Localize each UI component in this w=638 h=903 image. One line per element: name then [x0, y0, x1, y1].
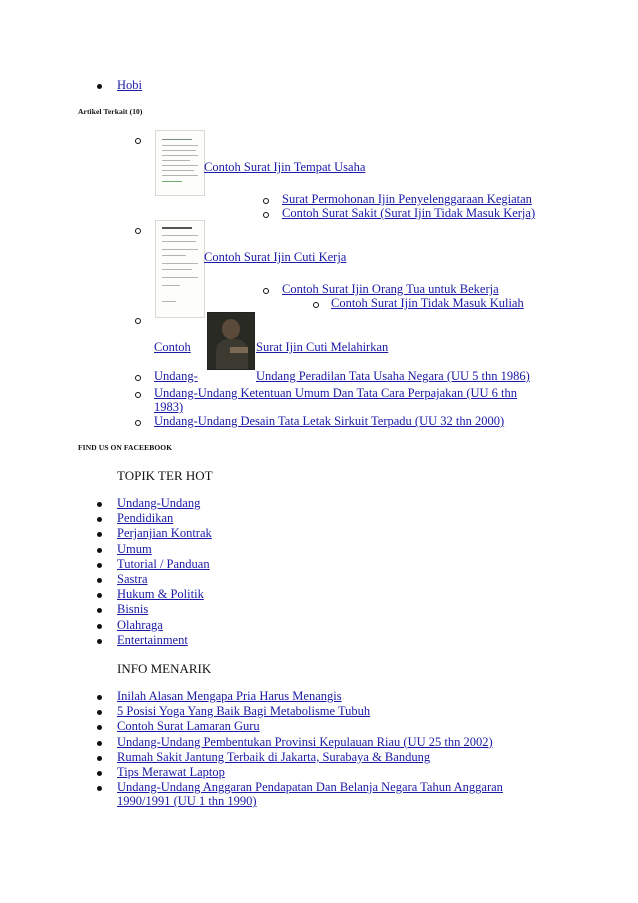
circle-bullet [135, 138, 141, 144]
bullet [97, 532, 102, 537]
bullet [97, 756, 102, 761]
related-sublink-surat-sakit[interactable]: Contoh Surat Sakit (Surat Ijin Tidak Masuk Kerja) [282, 206, 536, 220]
topik-link[interactable]: Perjanjian Kontrak [117, 526, 212, 541]
bullet [97, 695, 102, 700]
info-link[interactable]: Rumah Sakit Jantung Terbaik di Jakarta, Surabaya & Bandung [117, 749, 431, 764]
topik-link[interactable]: Olahraga [117, 617, 163, 632]
circle-bullet [135, 375, 141, 381]
bullet [97, 624, 102, 629]
related-link-cuti-melahirkan[interactable]: Surat Ijin Cuti Melahirkan [256, 340, 389, 354]
bullet [97, 786, 102, 791]
person-photo-thumbnail [207, 312, 255, 370]
info-link[interactable]: 5 Posisi Yoga Yang Baik Bagi Metabolisme Tubuh [117, 704, 371, 719]
related-link-undang-left[interactable]: Undang- [154, 369, 198, 383]
bullet [97, 563, 102, 568]
bullet [97, 548, 102, 553]
topik-link[interactable]: Pendidikan [117, 511, 174, 526]
circle-bullet [135, 420, 141, 426]
circle-bullet [313, 302, 319, 308]
bullet [97, 578, 102, 583]
bullet [97, 741, 102, 746]
related-link-ijin-cuti-kerja[interactable]: Contoh Surat Ijin Cuti Kerja [204, 250, 347, 264]
info-link-apbn[interactable]: Undang-Undang Anggaran Pendapatan Dan Belanja Negara Tahun Anggaran [117, 780, 503, 794]
related-articles-heading: Artikel Terkait (10) [78, 107, 143, 116]
info-link[interactable]: Inilah Alasan Mengapa Pria Harus Menangis [117, 689, 342, 703]
circle-bullet [135, 318, 141, 324]
bullet [97, 517, 102, 522]
bullet [97, 725, 102, 730]
topik-link[interactable]: Tutorial / Panduan [117, 556, 210, 571]
related-link-ketentuan-umum-pajak-cont[interactable]: 1983) [154, 400, 184, 414]
topik-link[interactable]: Umum [117, 541, 152, 556]
info-link-apbn-cont[interactable]: 1990/1991 (UU 1 thn 1990) [117, 794, 257, 808]
bullet [97, 608, 102, 613]
circle-bullet [263, 288, 269, 294]
bullet [97, 639, 102, 644]
document-thumbnail [155, 220, 205, 318]
bullet [97, 84, 102, 89]
related-link-ketentuan-umum-pajak[interactable]: Undang-Undang Ketentuan Umum Dan Tata Cara Perpajakan (UU 6 thn [154, 386, 518, 400]
related-link-peradilan-tun[interactable]: Undang Peradilan Tata Usaha Negara (UU 5 thn 1986) [256, 369, 530, 383]
topik-ter-hot-title: TOPIK TER HOT [117, 468, 213, 483]
bullet [97, 502, 102, 507]
document-thumbnail [155, 130, 205, 196]
topik-link[interactable]: Hukum & Politik [117, 587, 204, 602]
bullet [97, 710, 102, 715]
related-link-ijin-tempat-usaha[interactable]: Contoh Surat Ijin Tempat Usaha [204, 160, 366, 174]
info-link[interactable]: Tips Merawat Laptop [117, 765, 225, 779]
related-link-desain-sirkuit[interactable]: Undang-Undang Desain Tata Letak Sirkuit Terpadu (UU 32 thn 2000) [154, 414, 505, 428]
related-sublink-permohonan-ijin[interactable]: Surat Permohonan Ijin Penyelenggaraan Kegiatan [282, 192, 532, 206]
facebook-heading: FIND US ON FACEEBOOK [78, 443, 173, 452]
topik-link[interactable]: Entertainment [117, 632, 188, 647]
info-menarik-title: INFO MENARIK [117, 661, 212, 676]
topik-link[interactable]: Sastra [117, 572, 148, 586]
circle-bullet [135, 392, 141, 398]
bullet [97, 771, 102, 776]
circle-bullet [263, 212, 269, 218]
info-link[interactable]: Undang-Undang Pembentukan Provinsi Kepulauan Riau (UU 25 thn 2002) [117, 734, 493, 749]
bullet [97, 593, 102, 598]
info-link[interactable]: Contoh Surat Lamaran Guru [117, 719, 260, 734]
related-sublink-tidak-masuk-kuliah[interactable]: Contoh Surat Ijin Tidak Masuk Kuliah [331, 296, 524, 310]
related-link-contoh[interactable]: Contoh [154, 340, 191, 354]
topik-link[interactable]: Undang-Undang [117, 496, 201, 510]
link-hobi[interactable]: Hobi [117, 78, 142, 92]
topik-link[interactable]: Bisnis [117, 602, 149, 617]
circle-bullet [135, 228, 141, 234]
related-sublink-ijin-orang-tua[interactable]: Contoh Surat Ijin Orang Tua untuk Bekerja [282, 282, 499, 296]
circle-bullet [263, 198, 269, 204]
